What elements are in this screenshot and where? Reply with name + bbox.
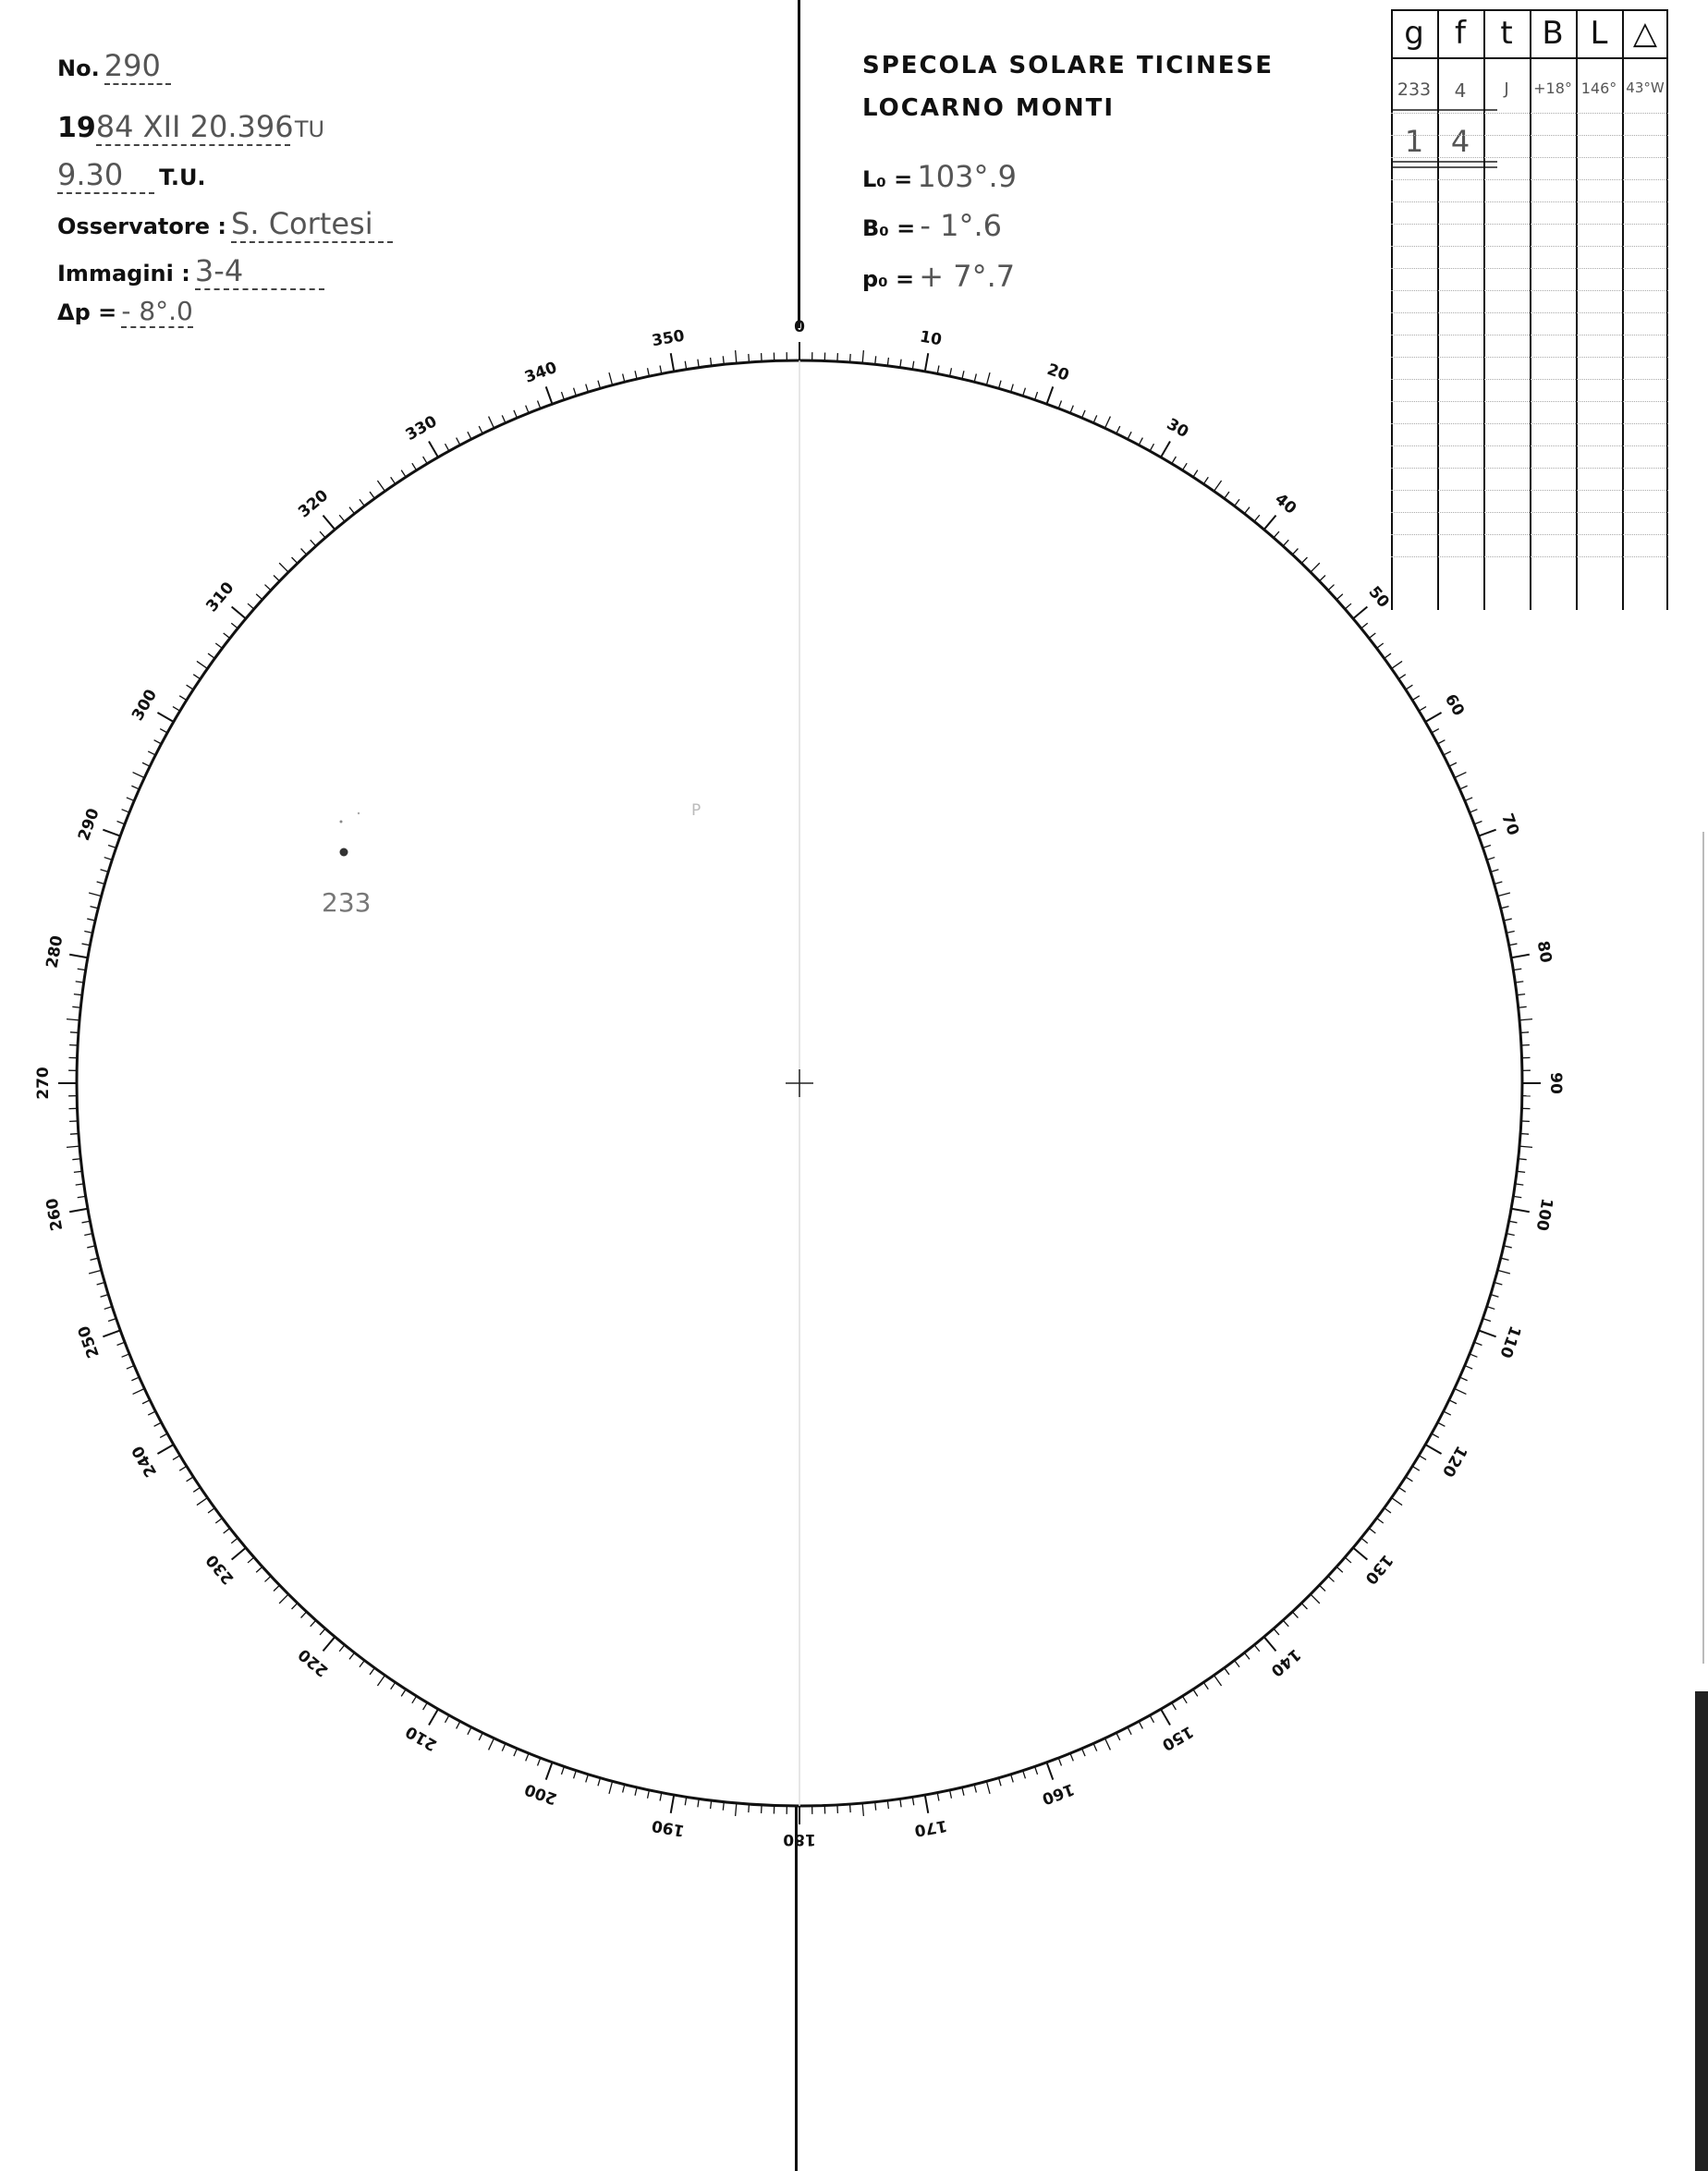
scale-tick <box>1519 1146 1532 1147</box>
cell-group-t: J <box>1504 79 1509 99</box>
scale-tick <box>1161 1709 1170 1725</box>
scale-tick <box>157 1445 173 1454</box>
scale-tick <box>1392 661 1402 668</box>
record-number-value: 290 <box>104 48 171 85</box>
scale-label-0: 0 <box>794 318 805 336</box>
scale-label-130: 130 <box>1360 1550 1397 1588</box>
p0-value: + 7°.7 <box>919 259 1016 294</box>
scale-tick <box>279 1594 288 1604</box>
scale-tick <box>546 386 553 404</box>
scale-tick <box>1392 1498 1402 1506</box>
scale-tick <box>232 606 246 618</box>
scale-label-260: 260 <box>43 1196 67 1233</box>
scale-tick <box>1214 1676 1222 1686</box>
institution-location: LOCARNO MONTI <box>862 94 1116 122</box>
scale-tick <box>671 1795 674 1813</box>
scale-tick <box>429 1709 438 1725</box>
scale-label-90: 90 <box>1546 1072 1565 1094</box>
scale-label-290: 290 <box>74 806 104 844</box>
record-number-label: No. <box>57 55 100 81</box>
scale-tick <box>1519 1019 1532 1020</box>
observer-value: S. Cortesi <box>231 206 393 243</box>
scale-tick <box>489 417 494 429</box>
scale-label-270: 270 <box>34 1067 53 1100</box>
scale-tick <box>69 1209 88 1212</box>
col-header-L: L <box>1590 15 1608 52</box>
scale-tick <box>1353 1548 1367 1560</box>
scale-tick <box>67 1019 79 1020</box>
scale-tick <box>103 1330 120 1336</box>
scale-tick <box>736 350 737 363</box>
scale-tick <box>1104 1738 1110 1750</box>
scale-tick <box>133 773 145 778</box>
date-suffix: TU <box>294 116 325 142</box>
scale-label-350: 350 <box>650 326 687 351</box>
scale-tick <box>67 1146 79 1147</box>
sunspot-233-faint-a <box>340 821 343 823</box>
scale-tick <box>69 955 88 957</box>
cell-group-L: 146° <box>1580 79 1617 97</box>
scale-label-340: 340 <box>522 358 560 387</box>
year-prefix: 19 <box>57 112 96 144</box>
scale-tick <box>1214 481 1222 491</box>
scale-tick <box>1455 1388 1467 1394</box>
scale-label-280: 280 <box>43 933 67 970</box>
scale-tick <box>862 350 863 363</box>
time-value: 9.30 <box>57 157 154 194</box>
scale-tick <box>1511 1209 1530 1212</box>
scale-tick <box>1264 1637 1276 1651</box>
L0-value: 103°.9 <box>917 159 1017 194</box>
scale-label-100: 100 <box>1531 1196 1556 1233</box>
scale-tick <box>1479 1330 1496 1336</box>
B0-label: B₀ = <box>862 215 916 241</box>
scale-tick <box>377 481 384 491</box>
scale-tick <box>1455 773 1467 778</box>
scale-tick <box>429 441 438 457</box>
scale-label-320: 320 <box>295 486 333 522</box>
total-spots: 4 <box>1450 124 1470 159</box>
scale-tick <box>89 893 102 896</box>
scale-tick <box>1311 563 1320 572</box>
col-header-delta: △ <box>1632 15 1658 52</box>
scale-tick <box>986 372 990 385</box>
scale-tick <box>323 516 335 530</box>
images-label: Immagini : <box>57 261 190 287</box>
scale-label-330: 330 <box>402 412 441 445</box>
scale-label-70: 70 <box>1497 811 1523 838</box>
time-label: T.U. <box>159 165 206 190</box>
scale-label-210: 210 <box>402 1721 441 1754</box>
sunspot-233 <box>340 848 348 857</box>
scale-tick <box>1264 516 1276 530</box>
scale-tick <box>1046 386 1053 404</box>
scale-tick <box>133 1388 145 1394</box>
scale-tick <box>1104 417 1110 429</box>
scale-tick <box>546 1762 553 1780</box>
scale-tick <box>197 661 207 668</box>
scale-label-40: 40 <box>1271 490 1300 518</box>
scale-label-300: 300 <box>128 686 162 725</box>
scale-tick <box>862 1803 863 1816</box>
scale-tick <box>925 353 928 372</box>
scale-tick <box>609 372 613 385</box>
observer-label: Osservatore : <box>57 213 226 239</box>
scale-tick <box>232 1548 246 1560</box>
scale-tick <box>1046 1762 1053 1780</box>
institution-name: SPECOLA SOLARE TICINESE <box>862 52 1274 79</box>
scale-label-180: 180 <box>783 1830 816 1848</box>
col-header-g: g <box>1404 15 1424 52</box>
col-header-t: t <box>1500 15 1513 52</box>
scale-label-20: 20 <box>1044 360 1072 385</box>
scale-tick <box>1511 955 1530 957</box>
scale-tick <box>489 1738 494 1750</box>
scale-label-140: 140 <box>1266 1644 1304 1680</box>
scale-tick <box>1353 606 1367 618</box>
scale-tick <box>103 830 120 836</box>
scale-label-170: 170 <box>912 1815 949 1840</box>
scale-label-160: 160 <box>1039 1779 1077 1809</box>
scale-tick <box>925 1795 928 1813</box>
scale-tick <box>1311 1594 1320 1604</box>
scale-label-60: 60 <box>1440 690 1468 720</box>
scale-tick <box>609 1781 613 1794</box>
total-groups: 1 <box>1404 124 1424 159</box>
page-edge-dark <box>1695 1691 1708 2171</box>
cell-group-f: 4 <box>1454 79 1467 102</box>
scale-tick <box>279 563 288 572</box>
scale-label-240: 240 <box>128 1442 162 1481</box>
scale-label-190: 190 <box>650 1815 687 1840</box>
scale-tick <box>157 713 173 722</box>
sunspot-233-faint-b <box>358 812 360 814</box>
scale-label-220: 220 <box>295 1644 333 1680</box>
delta-p-label: Δp = <box>57 299 117 325</box>
cell-group-delta: 43°W <box>1626 79 1665 96</box>
scale-label-50: 50 <box>1364 582 1393 612</box>
scale-label-30: 30 <box>1163 415 1192 443</box>
delta-p-value: - 8°.0 <box>121 296 193 326</box>
scale-label-150: 150 <box>1158 1721 1197 1754</box>
cell-group-B: +18° <box>1533 79 1572 97</box>
images-value: 3-4 <box>195 253 324 290</box>
scale-tick <box>986 1781 990 1794</box>
scale-tick <box>1497 1270 1510 1274</box>
scale-tick <box>736 1803 737 1816</box>
scale-tick <box>1479 830 1496 836</box>
scale-tick <box>197 1498 207 1506</box>
scale-tick <box>1497 893 1510 896</box>
scale-tick <box>377 1676 384 1686</box>
pole-mark: P <box>691 801 702 820</box>
scale-tick <box>323 1637 335 1651</box>
scale-label-310: 310 <box>202 579 238 616</box>
scale-label-250: 250 <box>74 1323 104 1360</box>
group-label-233: 233 <box>322 887 372 918</box>
p0-label: p₀ = <box>862 266 915 292</box>
cell-group-g: 233 <box>1397 79 1432 100</box>
page-edge-shadow <box>1702 832 1704 1664</box>
scale-label-110: 110 <box>1495 1323 1525 1360</box>
scale-tick <box>671 353 674 372</box>
scale-label-80: 80 <box>1532 939 1556 965</box>
scale-tick <box>89 1270 102 1274</box>
L0-label: L₀ = <box>862 166 913 192</box>
B0-value: - 1°.6 <box>920 208 1002 243</box>
scale-label-230: 230 <box>202 1550 238 1588</box>
scale-label-200: 200 <box>522 1779 560 1809</box>
scale-tick <box>1425 713 1441 722</box>
scale-tick <box>1161 441 1170 457</box>
col-header-B: B <box>1542 15 1564 52</box>
scale-label-120: 120 <box>1437 1442 1470 1481</box>
scale-tick <box>1425 1445 1441 1454</box>
date-value: 84 XII 20.396 <box>95 109 294 144</box>
scale-label-10: 10 <box>918 327 944 350</box>
col-header-f: f <box>1455 15 1466 52</box>
